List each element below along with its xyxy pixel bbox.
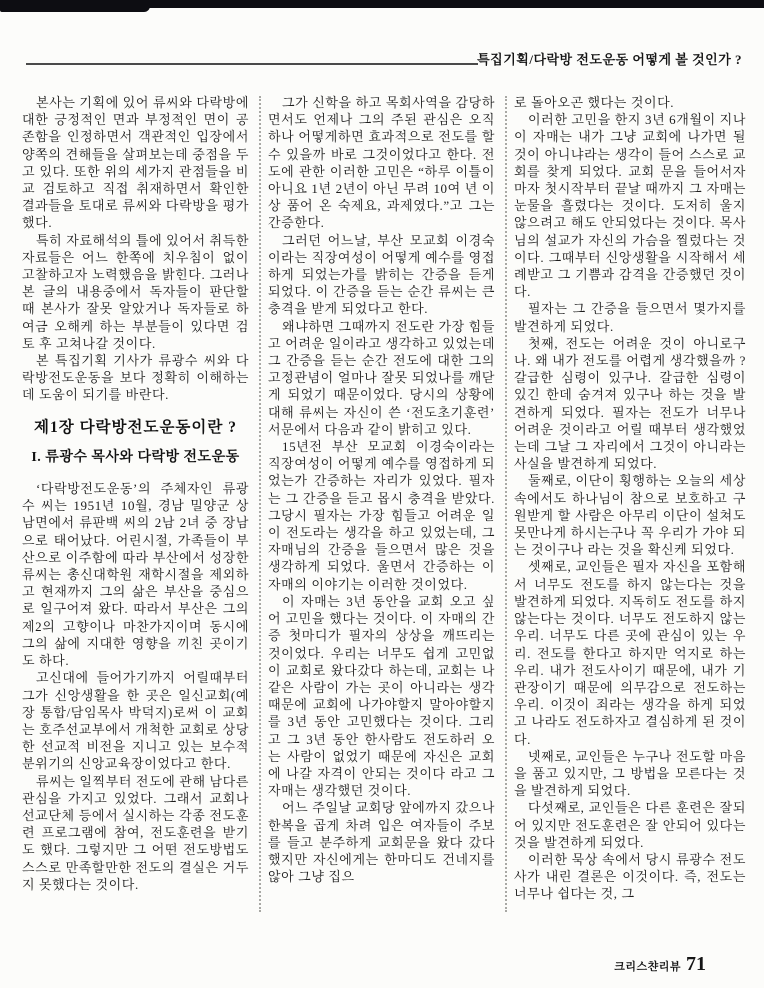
paragraph: 다섯째로, 교인들은 다른 훈련은 잘되어 있지만 전도훈련은 잘 안되어 있다는 것을 발견하게 되었다.: [514, 800, 746, 850]
paragraph: 이러한 묵상 속에서 당시 류광수 전도사가 내린 결론은 이것이다. 즉, 전도는 너무나 쉽다는 것, 그: [514, 851, 746, 902]
page-footer: [614, 953, 706, 976]
scan-artifact-band: [0, 0, 764, 8]
article-columns: [22, 94, 746, 948]
paragraph: 본사는 기획에 있어 류씨와 다락방에 대한 긍정적인 면과 부정적인 면이 공존함을 인정하면서 객관적인 입장에서 양쪽의 견해들을 살펴보는데 중점을 두고 있다. 또한 위의 세가지 관점들을 비교 검토하고 직접 취재하면서 확인한 결과들을 토대로 류씨와 다락방을 평가했다.: [22, 95, 249, 231]
column-divider-2: [495, 94, 514, 948]
page-number: 71: [686, 953, 706, 975]
paragraph: 첫째, 전도는 어려운 것이 아니로구나. 왜 내가 전도를 어렵게 생각했을까 ? 갈급한 심령이 있구나. 갈급한 심령이 있긴 한데 숨겨져 있구나 하는 것을 발견하게 되었다. 필자는 전도가 너무나 어려운 것이라고 어릴 때부터 생각했었는데 그날 그 자리에서 그것이 아니라는 사실을 발견하게 되었다.: [514, 335, 746, 472]
paragraph: 이 자매는 3년 동안을 교회 오고 싶어 고민을 했다는 것이다. 이 자매의 간증 첫마디가 필자의 상상을 깨뜨리는 것이었다. 우리는 너무도 쉽게 고민없이 교회로 왔다갔다 하는데, 교회는 나같은 사람이 가는 곳이 아니라는 생각 때문에 교회에 나가야할지 말아야할지를 3년 동안 고민했다는 것이다. 그리고 그 3년 동안 한사람도 전도하러 오는 사람이 없었기 때문에 자신은 교회에 나갈 자격이 안되는 것이다 라고 그 자매는 생각했던 것이다.: [268, 593, 495, 799]
chapter-heading: 제1장 다락방전도운동이란 ?: [34, 418, 237, 436]
paragraph: 왜냐하면 그때까지 전도란 가장 힘들고 어려운 일이라고 생각하고 있었는데 그 간증을 듣는 순간 전도에 대한 그의 고정관념이 얼마나 잘못 되었나를 깨닫게 되었기 때문이었다. 당시의 상황에 대해 류씨는 자신이 쓴 ‘전도초기훈련’ 서문에서 다음과 같이 밝히고 있다.: [268, 318, 495, 437]
paragraph: 필자는 그 간증을 들으면서 몇가지를 발견하게 되었다.: [514, 301, 746, 334]
paragraph: 이러한 고민을 한지 3년 6개월이 지나 이 자매는 내가 그냥 교회에 나가면 될 것이 아니냐라는 생각이 들어 스스로 교회를 찾게 되었다. 교회 문을 들어서자마자 첫시작부터 끝날 때까지 그 자매는 눈물을 흘렸다는 것이다. 도저히 울지 않으려고 해도 안되었다는 것이다. 목사님의 설교가 자신의 가슴을 찔렀다는 것이다. 그때부터 신앙생활을 시작해서 세례받고 그 기쁨과 감격을 간증했던 것이다.: [514, 112, 746, 300]
paragraph: 둘째로, 이단이 횡행하는 오늘의 세상 속에서도 하나님이 참으로 보호하고 구원받게 할 사람은 아무리 이단이 설쳐도 못만나게 하시는구나 꼭 우리가 가야 되는 것이구나 라는 것을 확신케 되었다.: [514, 473, 746, 558]
paragraph: ‘다락방전도운동’의 주체자인 류광수 씨는 1951년 10월, 경남 밀양군 상남면에서 류판백 씨의 2남 2녀 중 장남으로 태어났다. 어린시절, 가족들이 부산으로 이주함에 따라 부산에서 성장한 류씨는 총신대학원 재학시절을 제외하고 현재까지 그의 삶은 부산을 중심으로 일구어져 왔다. 따라서 부산은 그의 제2의 고향이나 마찬가지이며 동시에 그의 삶에 지대한 영향을 끼친 곳이기도 하다.: [22, 481, 249, 669]
paragraph: 류씨는 일찍부터 전도에 관해 남다른 관심을 가지고 있었다. 그래서 교회나 선교단체 등에서 실시하는 각종 전도훈련 프로그램에 참여, 전도훈련을 받기도 했다. 그렇지만 그 어떤 전도방법도 스스로 만족할만한 전도의 결실은 거두지 못했다는 것이다.: [22, 773, 249, 892]
paragraph: 넷째로, 교인들은 누구나 전도할 마음을 품고 있지만, 그 방법을 모른다는 것을 발견하게 되었다.: [514, 748, 746, 799]
paragraph: 셋째로, 교인들은 필자 자신을 포함해서 너무도 전도를 하지 않는다는 것을 발견하게 되었다. 지독히도 전도를 하지 않는다는 것이다. 너무도 전도하지 않는 우리. 너무도 다른 곳에 관심이 있는 우리. 전도를 한다고 하지만 억지로 하는 우리. 내가 전도사이기 때문에, 내가 기관장이기 때문에 의무감으로 전도하는 우리. 이것이 죄라는 생각을 하게 되었고 나라도 전도하자고 결심하게 된 것이다.: [514, 559, 746, 747]
column-divider-1: [249, 94, 268, 948]
paragraph: 고신대에 들어가기까지 어릴때부터 그가 신앙생활을 한 곳은 일신교회(예장 통합/담임목사 박덕지)로써 이 교회는 호주선교부에서 개척한 교회로 상당한 선교적 비전을 지니고 있는 보수적 분위기의 신앙교육장이었다고 한다.: [22, 670, 249, 772]
column-3: [514, 94, 746, 948]
paragraph: 그러던 어느날, 부산 모교회 이경숙이라는 직장여성이 어떻게 예수를 영접하게 되었는가를 밝히는 간증을 듣게 되었다. 이 간증을 듣는 순간 류씨는 큰 충격을 받게 되었다고 한다.: [268, 232, 495, 317]
column-2: [268, 94, 495, 948]
section-heading: I. 류광수 목사와 다락방 전도운동: [31, 449, 240, 465]
column-1: [22, 94, 249, 948]
paragraph-continuation: 로 돌아오곤 했다는 것이다.: [514, 95, 675, 110]
running-head: 특집기획/다락방 전도운동 어떻게 볼 것인가 ?: [477, 52, 742, 67]
paragraph: 15년전 부산 모교회 이경숙이라는 직장여성이 어떻게 예수를 영접하게 되었는가 간증하는 자리가 있었다. 필자는 그 간증을 듣고 몹시 충격을 받았다. 그당시 필자는 가장 힘들고 어려운 일이 전도라는 생각을 하고 있었는데, 그 자매님의 간증을 들으면서 많은 것을 생각하게 되었다. 울면서 간증하는 이 자매의 이야기는 이러한 것이었다.: [268, 439, 495, 592]
paragraph: 그가 신학을 하고 목회사역을 감당하면서도 언제나 그의 주된 관심은 오직 하나 어떻게하면 효과적으로 전도를 할 수 있을까 바로 그것이었다고 한다. 전도에 관한 이러한 고민은 “하루 이틀이 아니요 1년 2년이 아닌 무려 10여 년 이상 품어 온 숙제요, 과제였다.”고 그는 간증한다.: [268, 95, 495, 231]
paragraph: 본 특집기획 기사가 류광수 씨와 다락방전도운동을 보다 정확히 이해하는데 도움이 되기를 바란다.: [22, 353, 249, 403]
paragraph: 어느 주일날 교회당 앞에까지 갔으나 한복을 곱게 차려 입은 여자들이 주보를 들고 분주하게 교회문을 왔다 갔다 했지만 자신에게는 한마디도 건네지를 않아 그냥 집으: [268, 800, 495, 885]
paragraph: 특히 자료해석의 틀에 있어서 취득한 자료들은 어느 한쪽에 치우침이 없이 고찰하고자 노력했음을 밝힌다. 그러나 본 글의 내용중에서 독자들이 판단할 때 본사가 잘못 알았거나 독자들로 하여금 오해케 하는 부분들이 있다면 검토 후 고쳐나갈 것이다.: [22, 232, 249, 351]
header-rule: [26, 63, 478, 65]
magazine-name: 크리스챤리뷰: [614, 961, 681, 973]
